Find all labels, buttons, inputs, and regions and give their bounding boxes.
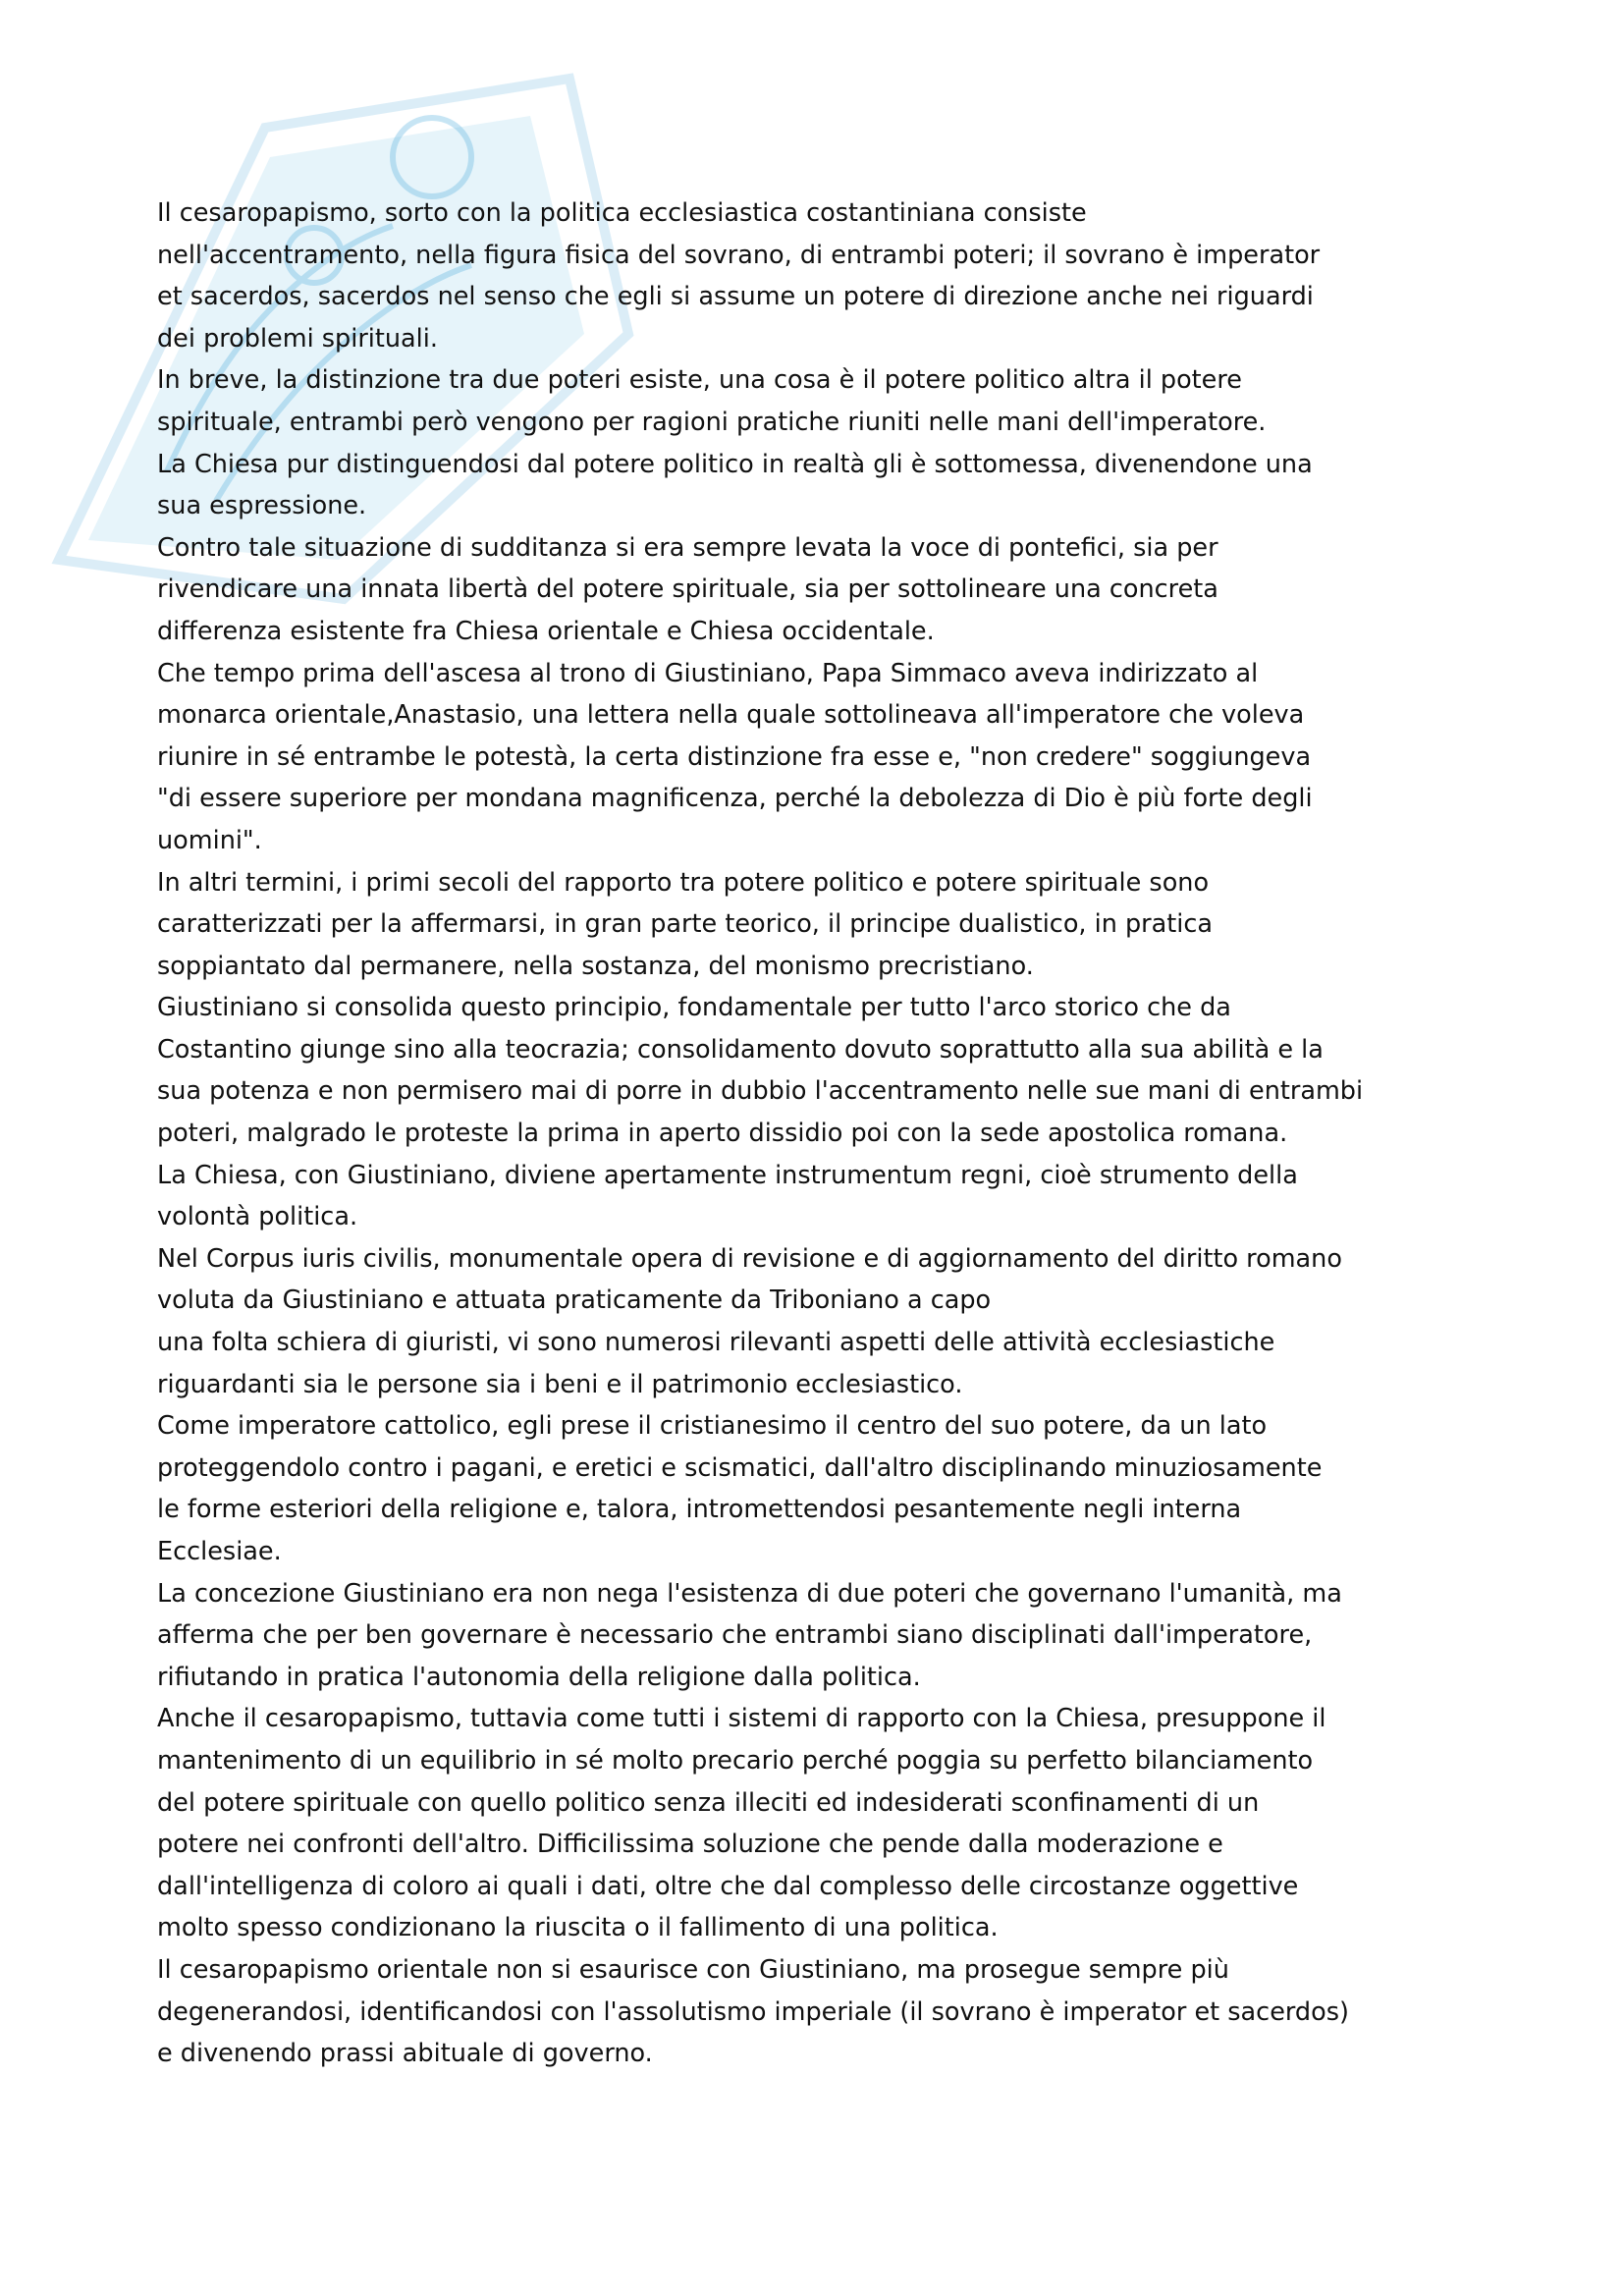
text-line: Contro tale situazione di sudditanza si era sempre levata la voce di pontefici, sia per <box>157 532 1218 563</box>
text-line: Anche il cesaropapismo, tuttavia come tutti i sistemi di rapporto con la Chiesa, presuppone il <box>157 1704 1326 1734</box>
text-line: riunire in sé entrambe le potestà, la certa distinzione fra esse e, "non credere" soggiungeva <box>157 741 1312 772</box>
text-line: caratterizzati per la affermarsi, in gran parte teorico, il principe dualistico, in pratica <box>157 909 1214 940</box>
text-line: Nel Corpus iuris civilis, monumentale opera di revisione e di aggiornamento del diritto romano <box>157 1243 1342 1274</box>
text-line: Costantino giunge sino alla teocrazia; consolidamento dovuto soprattutto alla sua abilità e la <box>157 1034 1324 1065</box>
text-line: rivendicare una innata libertà del potere spirituale, sia per sottolineare una concreta <box>157 574 1218 605</box>
text-line: molto spesso condizionano la riuscita o il fallimento di una politica. <box>157 1913 999 1943</box>
text-line: monarca orientale,Anastasio, una lettera nella quale sottolineava all'imperatore che voleva <box>157 700 1305 731</box>
document-body <box>157 192 1512 2075</box>
text-line: sua potenza e non permisero mai di porre in dubbio l'accentramento nelle sue mani di entrambi <box>157 1076 1364 1107</box>
text-line: differenza esistente fra Chiesa orientale e Chiesa occidentale. <box>157 616 935 646</box>
text-line: Ecclesiae. <box>157 1537 282 1566</box>
text-line: volontà politica. <box>157 1202 358 1232</box>
text-line: Giustiniano si consolida questo principio, fondamentale per tutto l'arco storico che da <box>157 993 1231 1023</box>
text-line: soppiantato dal permanere, nella sostanza, del monismo precristiano. <box>157 951 1034 981</box>
text-line: degenerandosi, identificandosi con l'assolutismo imperiale (il sovrano è imperator et sacerdos) <box>157 1996 1349 2027</box>
text-line: afferma che per ben governare è necessario che entrambi siano disciplinati dall'imperatore, <box>157 1620 1313 1651</box>
text-line: poteri, malgrado le proteste la prima in aperto dissidio poi con la sede apostolica romana. <box>157 1119 1288 1149</box>
text-line: dei problemi spirituali. <box>157 323 438 354</box>
text-line: potere nei confronti dell'altro. Difficilissima soluzione che pende dalla moderazione e <box>157 1830 1223 1860</box>
text-line: In altri termini, i primi secoli del rapporto tra potere politico e potere spirituale sono <box>157 867 1210 898</box>
text-line: Il cesaropapismo, sorto con la politica ecclesiastica costantiniana consiste <box>157 198 1087 228</box>
text-line: La concezione Giustiniano era non nega l'esistenza di due poteri che governano l'umanità, ma <box>157 1578 1342 1609</box>
text-line: Il cesaropapismo orientale non si esaurisce con Giustiniano, ma prosegue sempre più <box>157 1954 1229 1985</box>
text-line: Che tempo prima dell'ascesa al trono di Giustiniano, Papa Simmaco aveva indirizzato al <box>157 658 1259 688</box>
text-line: rifiutando in pratica l'autonomia della religione dalla politica. <box>157 1662 921 1692</box>
text-line: Come imperatore cattolico, egli prese il cristianesimo il centro del suo potere, da un lato <box>157 1411 1268 1442</box>
text-line: dall'intelligenza di coloro ai quali i dati, oltre che dal complesso delle circostanze oggettive <box>157 1871 1299 1901</box>
text-line: e divenendo prassi abituale di governo. <box>157 2039 653 2069</box>
text-line: La Chiesa pur distinguendosi dal potere politico in realtà gli è sottomessa, divenendone una <box>157 449 1313 479</box>
text-line: nell'accentramento, nella figura fisica del sovrano, di entrambi poteri; il sovrano è imperator <box>157 240 1321 270</box>
text-line: una folta schiera di giuristi, vi sono numerosi rilevanti aspetti delle attività ecclesiastiche <box>157 1328 1275 1358</box>
text-line: le forme esteriori della religione e, talora, intromettendosi pesantemente negli interna <box>157 1495 1242 1525</box>
text-line: del potere spirituale con quello politico senza illeciti ed indesiderati sconfinamenti di un <box>157 1787 1260 1818</box>
text-line: proteggendolo contro i pagani, e eretici e scismatici, dall'altro disciplinando minuziosamente <box>157 1452 1323 1483</box>
text-line: In breve, la distinzione tra due poteri esiste, una cosa è il potere politico altra il potere <box>157 365 1242 396</box>
text-line: sua espressione. <box>157 491 367 521</box>
text-line: spirituale, entrambi però vengono per ragioni pratiche riuniti nelle mani dell'imperatore. <box>157 407 1267 437</box>
text-line: riguardanti sia le persone sia i beni e il patrimonio ecclesiastico. <box>157 1369 963 1399</box>
text-line: "di essere superiore per mondana magnificenza, perché la debolezza di Dio è più forte degli <box>157 784 1313 814</box>
text-line: mantenimento di un equilibrio in sé molto precario perché poggia su perfetto bilanciamento <box>157 1745 1314 1776</box>
text-line: voluta da Giustiniano e attuata praticamente da Triboniano a capo <box>157 1285 992 1316</box>
text-line: La Chiesa, con Giustiniano, diviene apertamente instrumentum regni, cioè strumento della <box>157 1160 1298 1190</box>
text-line: uomini". <box>157 825 262 855</box>
text-line: et sacerdos, sacerdos nel senso che egli si assume un potere di direzione anche nei riguardi <box>157 282 1314 312</box>
